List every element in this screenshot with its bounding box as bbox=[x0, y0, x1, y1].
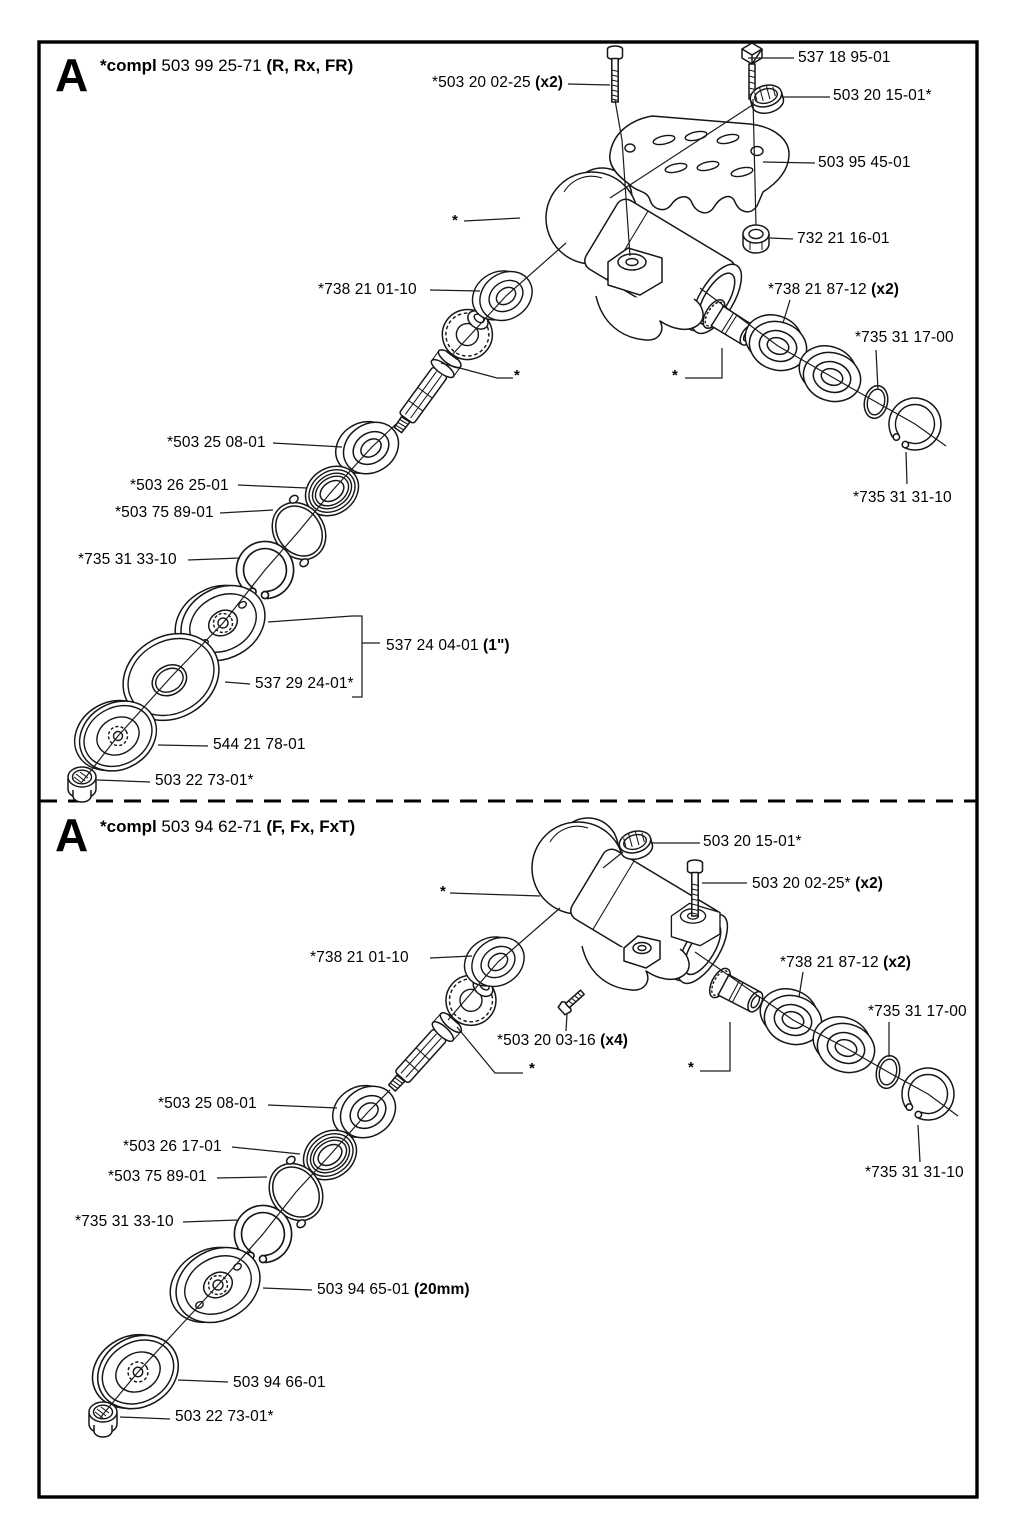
part-label: 503 95 45-01 bbox=[818, 154, 911, 172]
part-label: 503 20 02-25* (x2) bbox=[752, 875, 884, 893]
asterisk-callout: * bbox=[452, 212, 458, 229]
compl-models: (F, Fx, FxT) bbox=[266, 817, 356, 836]
part-label: 503 22 73-01* bbox=[175, 1408, 274, 1426]
part-label: 503 20 15-01* bbox=[833, 87, 932, 105]
part-label: 537 18 95-01 bbox=[798, 49, 891, 67]
section-marker-top: A bbox=[55, 49, 89, 101]
compl-label: *compl bbox=[100, 817, 157, 836]
section-top-art bbox=[62, 43, 946, 802]
asterisk-callout: * bbox=[514, 367, 520, 384]
part-label: 503 20 15-01* bbox=[703, 833, 802, 851]
compl-number: 503 99 25-71 bbox=[156, 56, 267, 75]
asterisk-callout: * bbox=[529, 1060, 535, 1077]
part-label: 537 29 24-01* bbox=[255, 675, 354, 693]
part-label: *735 31 33-10 bbox=[75, 1213, 174, 1231]
part-label: 503 94 65-01 (20mm) bbox=[317, 1281, 470, 1299]
pinion-gear-bottom bbox=[705, 965, 768, 1019]
screw-503-20-03-16 bbox=[557, 987, 587, 1015]
part-label: *503 26 25-01 bbox=[130, 477, 229, 495]
compl-models: (R, Rx, FR) bbox=[266, 56, 354, 75]
part-label: *735 31 17-00 bbox=[868, 1003, 967, 1021]
part-label: 537 24 04-01 (1") bbox=[386, 637, 510, 655]
part-label: *738 21 01-10 bbox=[318, 281, 417, 299]
part-label: 503 22 73-01* bbox=[155, 772, 254, 790]
part-label: *738 21 87-12 (x2) bbox=[768, 281, 900, 299]
nut-732 bbox=[743, 225, 769, 253]
compl-label: *compl bbox=[100, 56, 157, 75]
part-label: *735 31 31-10 bbox=[853, 489, 952, 507]
part-label: *503 26 17-01 bbox=[123, 1138, 222, 1156]
shield-plate bbox=[610, 116, 789, 213]
part-label: 732 21 16-01 bbox=[797, 230, 890, 248]
section-header-bottom bbox=[100, 817, 355, 837]
long-bolt-top bbox=[608, 46, 623, 102]
asterisk-callout: * bbox=[672, 367, 678, 384]
part-label: *735 31 33-10 bbox=[78, 551, 177, 569]
part-label: *738 21 01-10 bbox=[310, 949, 409, 967]
part-label: *738 21 87-12 (x2) bbox=[780, 954, 912, 972]
part-label: 503 94 66-01 bbox=[233, 1374, 326, 1392]
part-label: 544 21 78-01 bbox=[213, 736, 306, 754]
part-label: *503 75 89-01 bbox=[115, 504, 214, 522]
part-label: *503 25 08-01 bbox=[158, 1095, 257, 1113]
part-label: *503 20 02-25 (x2) bbox=[432, 74, 564, 92]
section-bottom-art bbox=[79, 818, 958, 1437]
asterisk-callout: * bbox=[440, 883, 446, 900]
nut-503-22-73-01-bottom bbox=[89, 1402, 117, 1437]
part-label: *503 20 03-16 (x4) bbox=[497, 1032, 629, 1050]
asterisk-callout: * bbox=[688, 1059, 694, 1076]
part-label: *735 31 17-00 bbox=[855, 329, 954, 347]
part-label: *503 25 08-01 bbox=[167, 434, 266, 452]
compl-number: 503 94 62-71 bbox=[156, 817, 267, 836]
support-cup-503-94-65-01 bbox=[157, 1230, 274, 1340]
section-marker-bottom: A bbox=[55, 809, 89, 861]
nut-503-22-73-01-top bbox=[68, 767, 96, 802]
part-label: *735 31 31-10 bbox=[865, 1164, 964, 1182]
part-label: *503 75 89-01 bbox=[108, 1168, 207, 1186]
section-header-top bbox=[100, 56, 353, 76]
